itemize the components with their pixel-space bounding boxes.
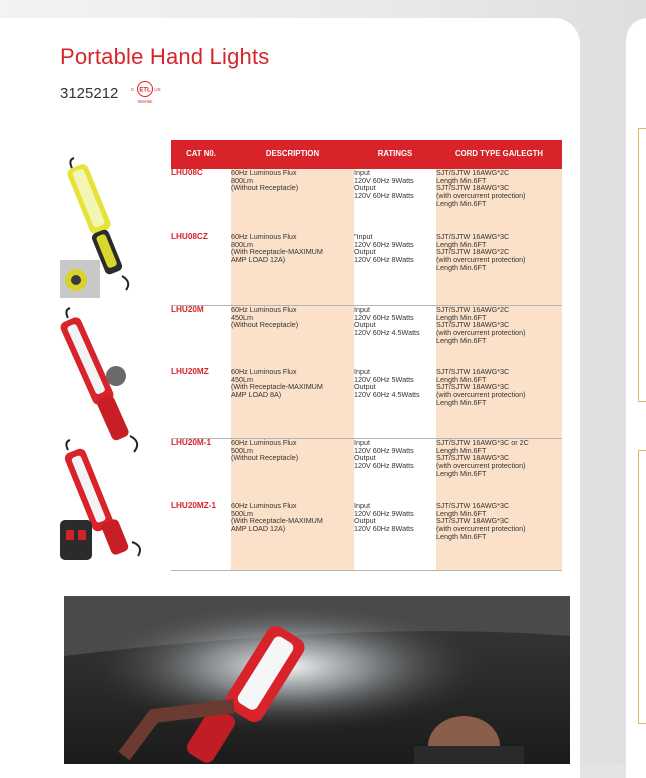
next-page-frame-bottom bbox=[638, 450, 646, 724]
cert-left: C bbox=[130, 87, 135, 92]
header-ratings: RATINGS bbox=[354, 140, 436, 169]
ratings: Input 120V 60Hz 5Watts Output 120V 60Hz 4.5Watts bbox=[354, 367, 420, 399]
cord-type: SJT/SJTW 16AWG*2C Length Min.6FT SJT/SJTW 18AWG*3C (with overcurrent protection) Length Min.6FT bbox=[436, 306, 562, 369]
next-page-frame-top bbox=[638, 128, 646, 402]
table-row bbox=[171, 306, 562, 369]
header-description: DESCRIPTION bbox=[231, 140, 354, 169]
cat-number: LHU20M bbox=[171, 306, 231, 369]
cord-type: SJT/SJTW 16AWG*2C Length Min.6FT SJT/SJTW 18AWG*3C (with overcurrent protection) Length Min.6FT bbox=[436, 169, 562, 233]
red-hand-light-icon bbox=[60, 308, 137, 452]
outlet-icon bbox=[60, 520, 92, 560]
header-cord-type: CORD TYPE GA/LEGTH bbox=[436, 140, 562, 169]
description: 60Hz Luminous Flux 500Lm (With Receptacle-MAXIMUM AMP LOAD 12A) bbox=[231, 502, 354, 571]
table-row bbox=[171, 502, 562, 571]
table-row bbox=[171, 368, 562, 439]
spec-table bbox=[171, 140, 562, 571]
cat-number: LHU20MZ-1 bbox=[171, 502, 231, 571]
ratings: Input 120V 60Hz 9Watts Output 120V 60Hz 8Watts bbox=[354, 439, 436, 503]
ratings: Input 120V 60Hz 9Watts Output 120V 60Hz 8Watts bbox=[354, 502, 436, 571]
cat-number: LHU08CZ bbox=[171, 232, 208, 241]
cert-sub: Intertek bbox=[137, 99, 153, 104]
ratings: Input 120V 60Hz 9Watts Output 120V 60Hz 8Watts bbox=[354, 168, 414, 200]
spec-table-header bbox=[171, 140, 562, 169]
description: 60Hz Luminous Flux 450Lm (With Receptacle-MAXIMUM AMP LOAD 8A) bbox=[231, 368, 354, 439]
receptacle-icon bbox=[60, 260, 100, 298]
description: 60Hz Luminous Flux 450Lm (Without Receptacle) bbox=[231, 306, 354, 369]
page-title: Portable Hand Lights bbox=[60, 44, 270, 69]
cert-mark: ETL bbox=[139, 87, 151, 94]
cat-number: LHU20M-1 bbox=[171, 439, 231, 503]
ratings: Input 120V 60Hz 5Watts Output 120V 60Hz 4.5Watts bbox=[354, 306, 436, 369]
cat-number: LHU20MZ bbox=[171, 367, 209, 376]
cert-right: US bbox=[154, 87, 161, 92]
table-row bbox=[171, 439, 562, 503]
cat-number: LHU08C bbox=[171, 168, 203, 177]
description: 60Hz Luminous Flux 800Lm (Without Receptacle) bbox=[231, 169, 354, 233]
product-code: 3125212 bbox=[60, 85, 119, 102]
product-photos bbox=[60, 148, 160, 564]
cord-type: SJT/SJTW 16AWG*3C or 2C Length Min.6FT SJT/SJTW 18AWG*3C (with overcurrent protection) Length Min.6FT bbox=[436, 439, 562, 503]
table-row bbox=[171, 169, 562, 233]
garage-photo bbox=[64, 596, 570, 764]
etl-certification-icon bbox=[126, 80, 166, 106]
ratings: "Input 120V 60Hz 9Watts Output 120V 60Hz 8Watts bbox=[354, 232, 414, 264]
description: 60Hz Luminous Flux 500Lm (Without Receptacle) bbox=[231, 439, 354, 503]
table-row bbox=[171, 233, 562, 306]
cord-type: SJT/SJTW 16AWG*3C Length Min.6FT SJT/SJTW 18AWG*3C (with overcurrent protection) Length Min.6FT bbox=[436, 368, 562, 439]
description: 60Hz Luminous Flux 800Lm (With Receptacle-MAXIMUM AMP LOAD 12A) bbox=[231, 233, 354, 306]
cord-type: SJT/SJTW 16AWG*3C Length Min.6FT SJT/SJTW 18AWG*3C (with overcurrent protection) Length Min.6FT bbox=[436, 502, 562, 571]
header-cat: CAT N0. bbox=[171, 140, 231, 169]
cord-type: SJT/SJTW 16AWG*3C Length Min.6FT SJT/SJTW 18AWG*2C (with overcurrent protection) Length Min.6FT bbox=[436, 233, 562, 306]
